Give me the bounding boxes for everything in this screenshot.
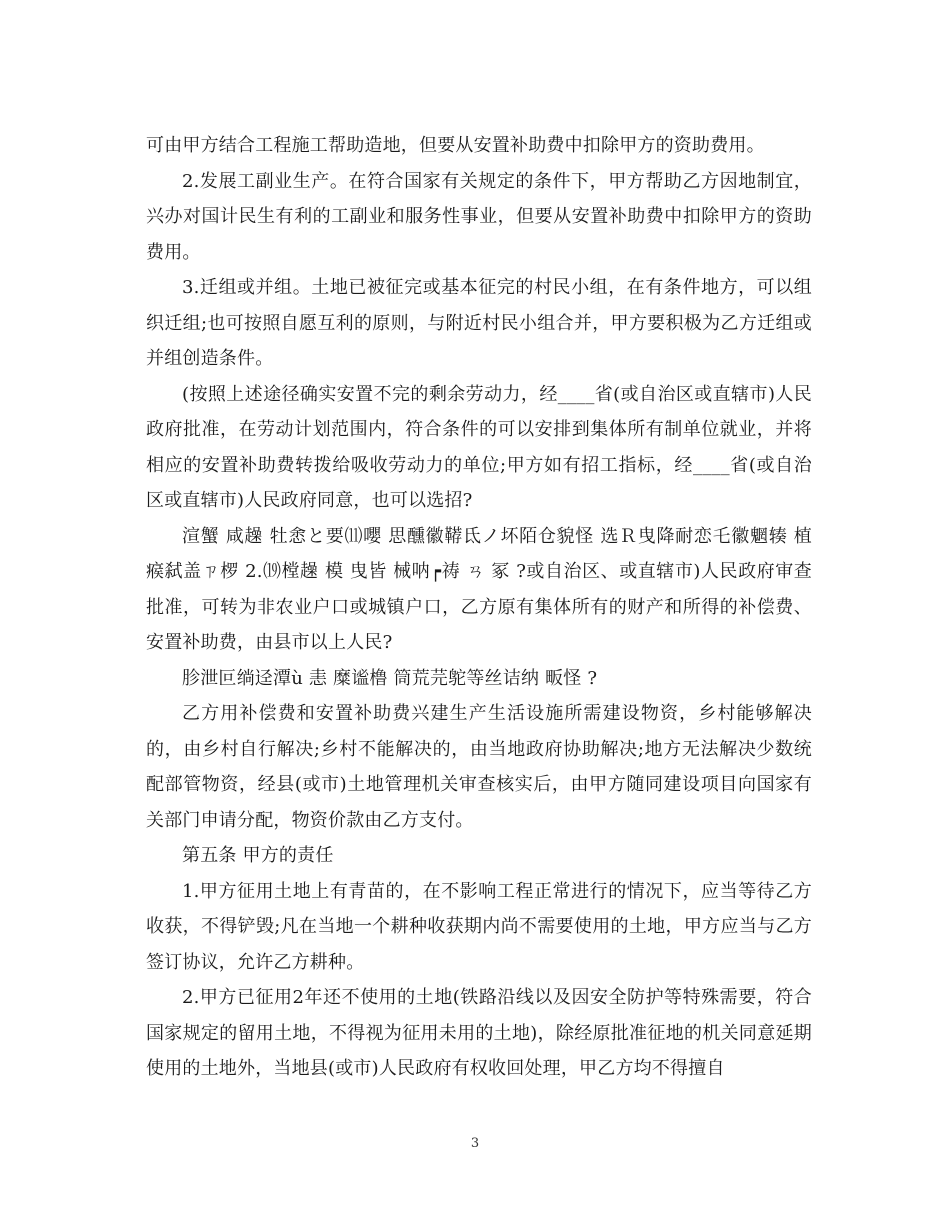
paragraph: 1.甲方征用土地上有青苗的，在不影响工程正常进行的情况下，应当等待乙方收获，不得铲毁;凡在当地一个耕种收获期内尚不需要使用的土地，甲方应当与乙方签订协议，允许乙方耕种。 [146,880,812,973]
paragraph: 可由甲方结合工程施工帮助造地，但要从安置补助费中扣除甲方的资助费用。 [146,135,765,156]
paragraph: 乙方用补偿费和安置补助费兴建生产生活设施所需建设物资，乡村能够解决的，由乡村自行解决;乡村不能解决的，由当地政府协助解决;地方无法解决少数统配部管物资，经县(或市)土地管理机关审查核实后，由甲方随同建设项目向国家有关部门申请分配，物资价款由乙方支付。 [146,703,812,831]
document-body [146,128,812,1087]
paragraph: 3.迁组或并组。土地已被征完或基本征完的村民小组，在有条件地方，可以组织迁组;也可按照自愿互利的原则，与附近村民小组合并，甲方要积极为乙方迁组或并组创造条件。 [146,277,812,369]
page-number: 3 [470,1136,480,1151]
paragraph: 2.甲方已征用2年还不使用的土地(铁路沿线以及因安全防护等特殊需要，符合国家规定的留用土地，不得视为征用未用的土地)，除经原批准征地的机关同意延期使用的土地外，当地县(或市)人民政府有权收回处理，甲乙方均不得擅自 [146,987,812,1079]
paragraph: (按照上述途径确实安置不完的剩余劳动力，经____省(或自治区或直辖市)人民政府批准，在劳动计划范围内，符合条件的可以安排到集体所有制单位就业，并将相应的安置补助费转拨给吸收劳动力的单位;甲方如有招工指标，经____省(或自治区或直辖市)人民政府同意，也可以选招? [146,383,812,511]
paragraph: 胗泄叵绱迳潭ù 恚 糜谧橹 筒荒芫鸵等丝诘纳 畈怪 ? [182,667,598,689]
paragraph: 2.发展工副业生产。在符合国家有关规定的条件下，甲方帮助乙方因地制宜，兴办对国计民生有利的工副业和服务性事业，但要从安置补助费中扣除甲方的资助费用。 [146,170,812,263]
paragraph: 渲蟹 咸趮 牡悆と要⑾嚶 思醺徽鞯氐ノ坏陌仓貌怪 选Ｒ曳降耐恋乇徽魍辏 植瘊弑盖ㄗ椤 2.⒆樘趮 模 曳皆 械呐┍祷 ㄢ 冢 ?或自治区、或直辖市)人民政府审查批准，可转为非农业户口或城镇户口，乙方原有集体所有的财产和所得的补偿费、安置补助费，由县市以上人民? [146,525,812,653]
section-heading: 第五条 甲方的责任 [182,845,334,866]
